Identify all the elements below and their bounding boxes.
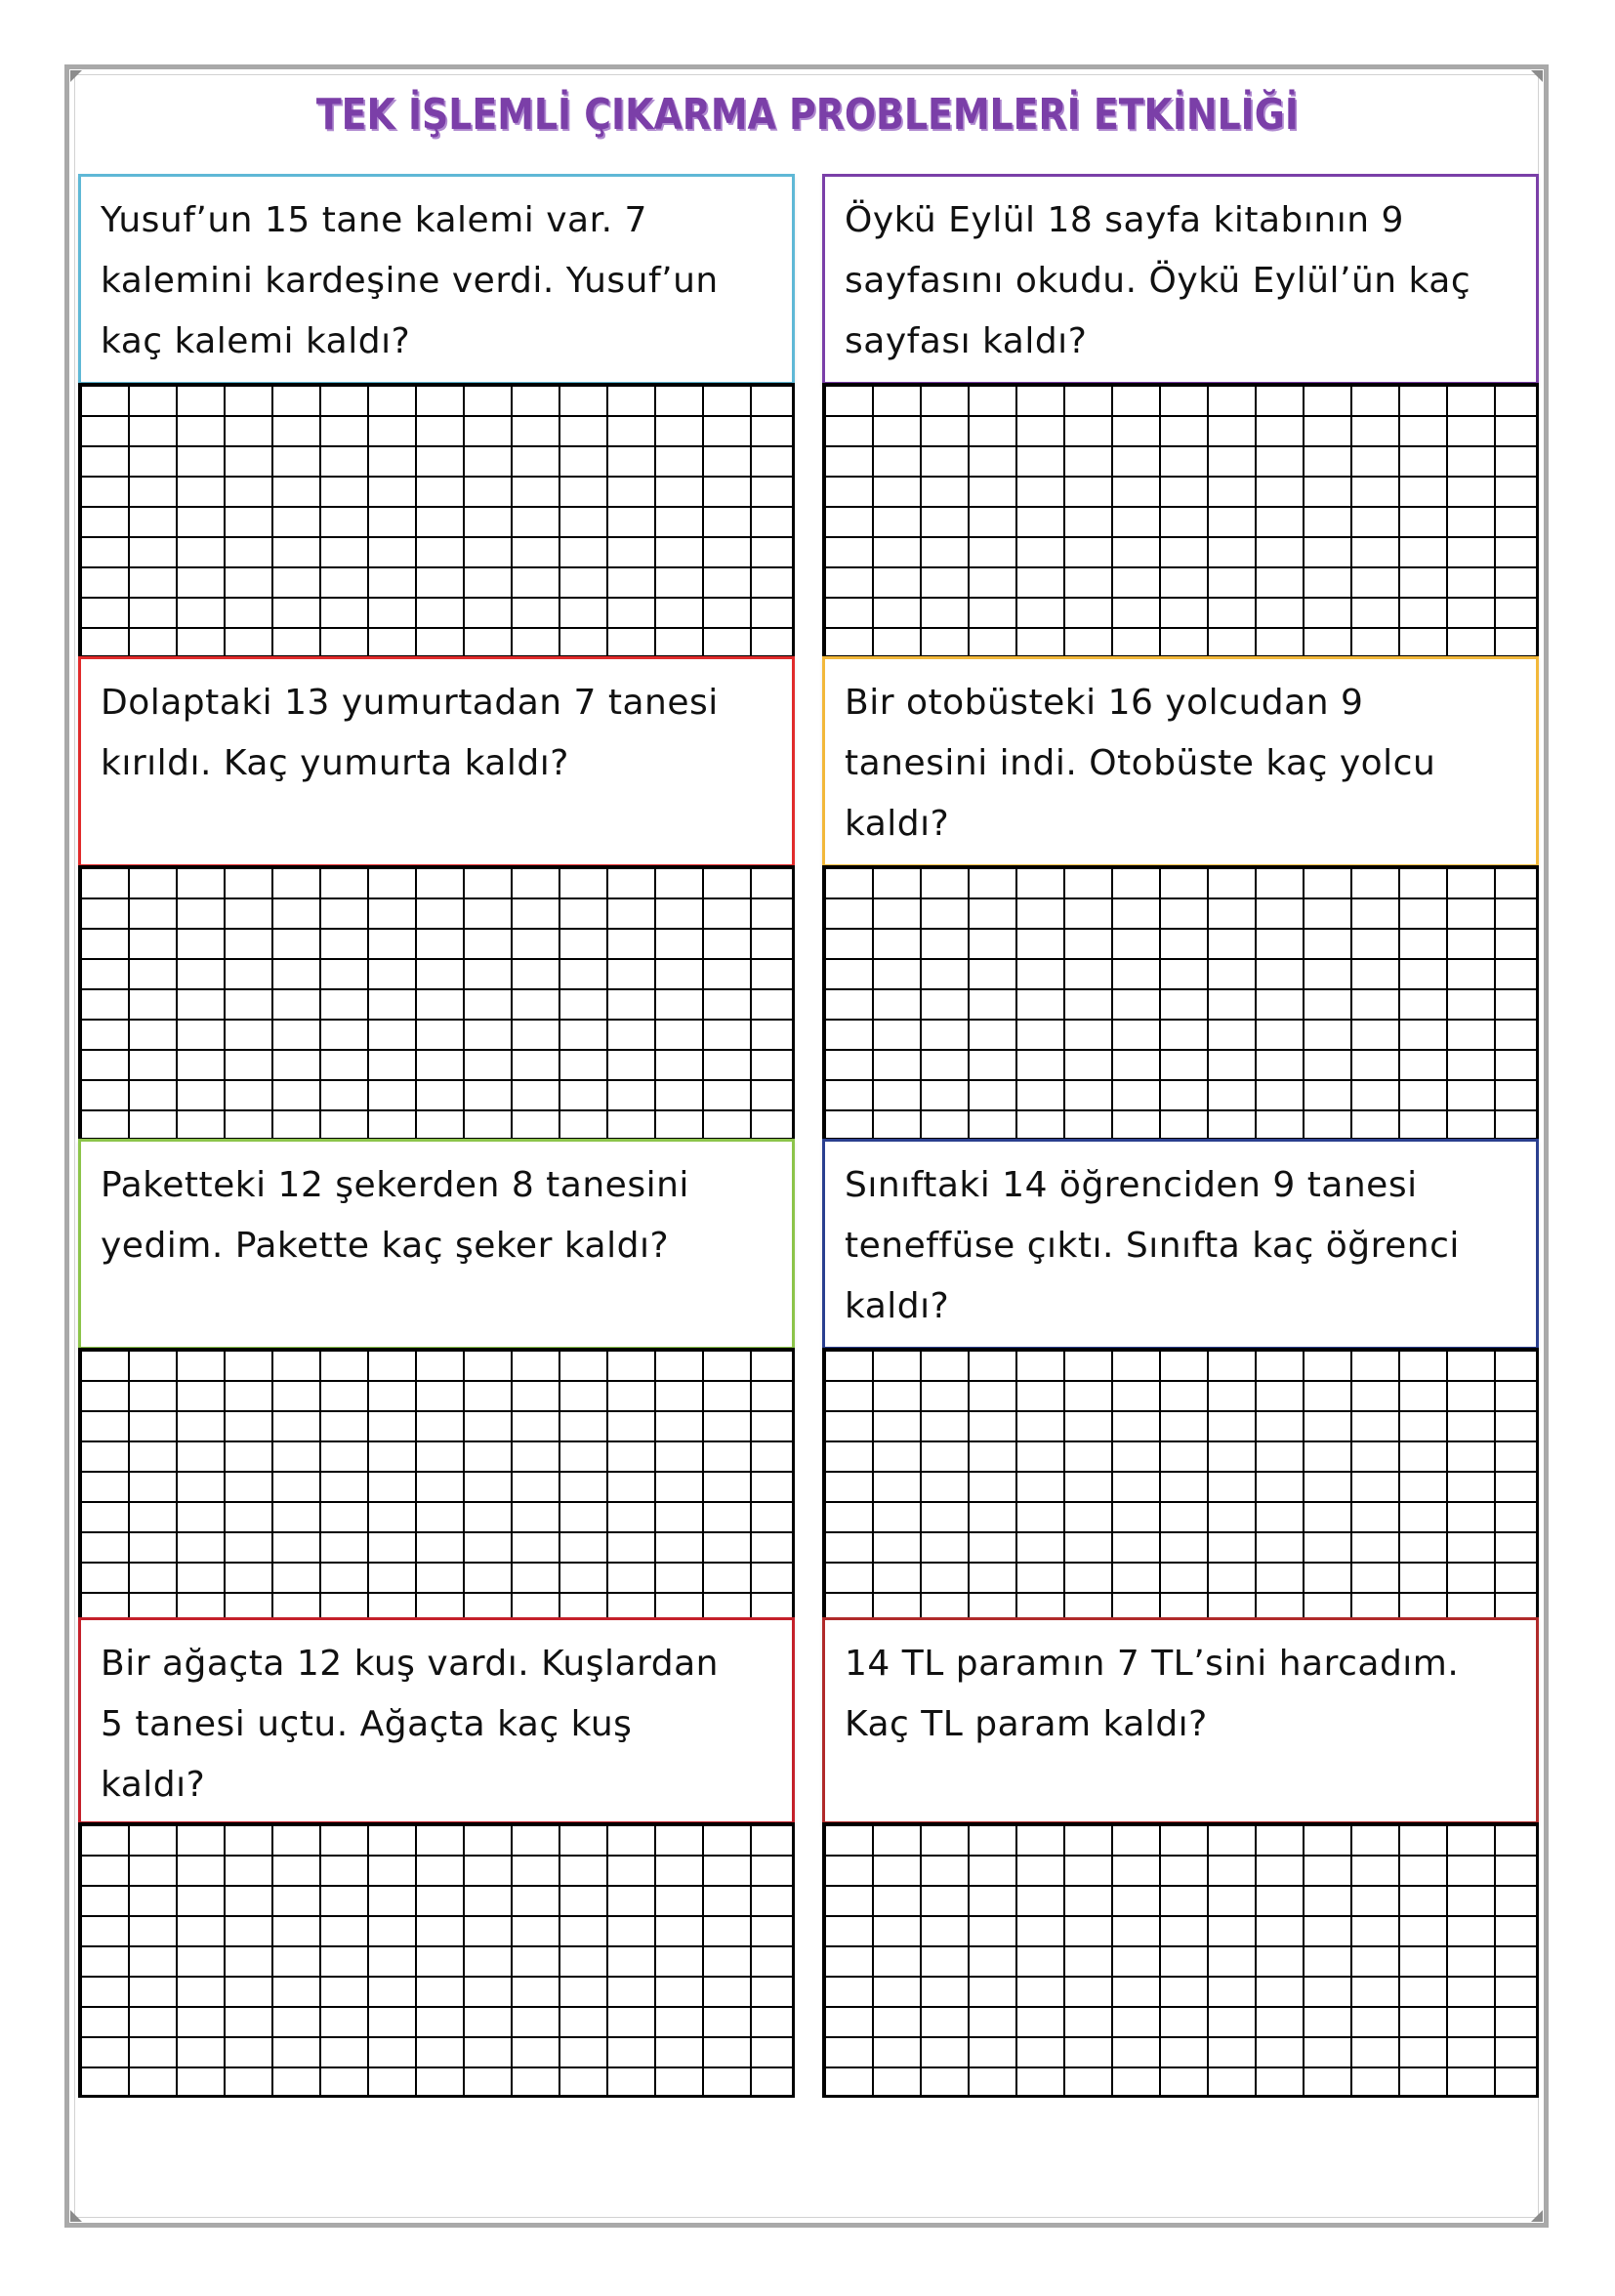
corner-ornament: [1531, 70, 1543, 82]
corner-ornament: [1531, 2210, 1543, 2222]
problem-line: Dolaptaki 13 yumurtadan 7 tanesi: [101, 683, 719, 723]
problem-box-4: [822, 656, 1539, 867]
problem-box-7: [78, 1617, 795, 1824]
answer-grid-7[interactable]: [78, 1822, 795, 2098]
answer-grid-3[interactable]: [78, 865, 795, 1141]
problem-box-1: [78, 174, 795, 385]
problem-box-8: [822, 1617, 1539, 1824]
problem-line: Bir otobüsteki 16 yolcudan 9: [845, 683, 1364, 723]
problem-line: Öykü Eylül 18 sayfa kitabının 9: [845, 200, 1404, 240]
problem-line: Kaç TL param kaldı?: [845, 1704, 1208, 1744]
problem-line: teneffüse çıktı. Sınıfta kaç öğrenci: [845, 1226, 1460, 1266]
problem-box-6: [822, 1139, 1539, 1350]
problem-line: kaldı?: [845, 804, 950, 844]
problem-line: kalemini kardeşine verdi. Yusuf’un: [101, 261, 719, 301]
answer-grid-4[interactable]: [822, 865, 1539, 1141]
answer-grid-6[interactable]: [822, 1348, 1539, 1623]
problem-line: kırıldı. Kaç yumurta kaldı?: [101, 743, 569, 783]
answer-grid-8[interactable]: [822, 1822, 1539, 2098]
problem-line: Bir ağaçta 12 kuş vardı. Kuşlardan: [101, 1644, 719, 1684]
problem-line: tanesini indi. Otobüste kaç yolcu: [845, 743, 1436, 783]
problem-line: kaldı?: [101, 1765, 206, 1805]
corner-ornament: [70, 70, 82, 82]
worksheet-title: TEK İŞLEMLİ ÇIKARMA PROBLEMLERİ ETKİNLİĞİ: [315, 90, 1299, 140]
problem-line: 14 TL paramın 7 TL’sini harcadım.: [845, 1644, 1460, 1684]
problem-box-2: [822, 174, 1539, 385]
problem-line: Sınıftaki 14 öğrenciden 9 tanesi: [845, 1165, 1418, 1205]
problem-line: kaldı?: [845, 1286, 950, 1326]
problem-box-5: [78, 1139, 795, 1350]
problem-box-3: [78, 656, 795, 867]
answer-grid-5[interactable]: [78, 1348, 795, 1623]
answer-grid-1[interactable]: [78, 383, 795, 658]
problem-line: sayfası kaldı?: [845, 321, 1088, 361]
problem-line: Yusuf’un 15 tane kalemi var. 7: [101, 200, 647, 240]
corner-ornament: [70, 2210, 82, 2222]
problem-line: 5 tanesi uçtu. Ağaçta kaç kuş: [101, 1704, 633, 1744]
problem-line: Paketteki 12 şekerden 8 tanesini: [101, 1165, 689, 1205]
problem-line: sayfasını okudu. Öykü Eylül’ün kaç: [845, 261, 1471, 301]
problem-line: yedim. Pakette kaç şeker kaldı?: [101, 1226, 670, 1266]
problem-line: kaç kalemi kaldı?: [101, 321, 411, 361]
answer-grid-2[interactable]: [822, 383, 1539, 658]
